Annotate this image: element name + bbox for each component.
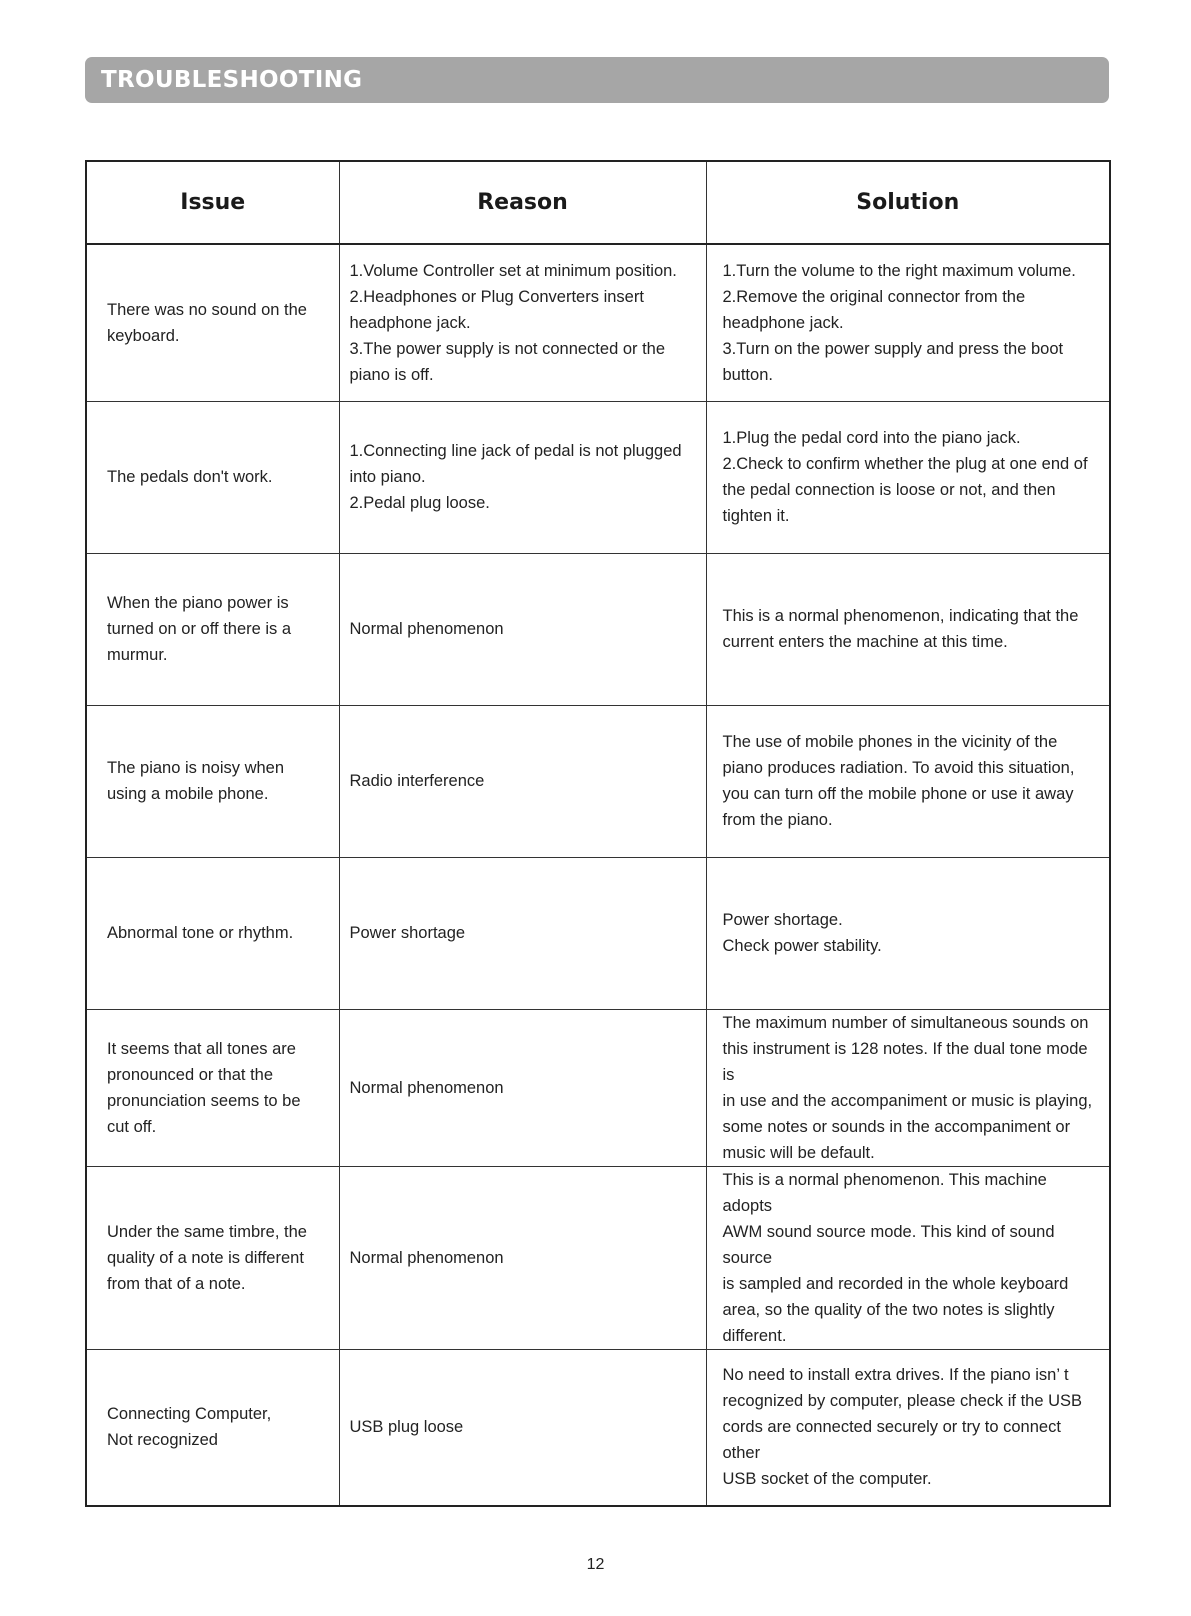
reason-cell: Radio interference (339, 705, 706, 857)
issue-cell: It seems that all tones are pronounced or that the pronunciation seems to be cut off. (86, 1009, 339, 1166)
table-row (86, 1349, 1110, 1506)
section-header-banner (85, 57, 1109, 103)
section-title: TROUBLESHOOTING (101, 67, 363, 93)
reason-cell: Power shortage (339, 857, 706, 1009)
table-row (86, 401, 1110, 553)
reason-cell: USB plug loose (339, 1349, 706, 1506)
column-header-issue: Issue (86, 161, 339, 244)
table-row (86, 857, 1110, 1009)
table-row (86, 705, 1110, 857)
reason-cell: 1.Volume Controller set at minimum position. 2.Headphones or Plug Converters insert headphone jack. 3.The power supply is not connected or the piano is off. (339, 244, 706, 401)
solution-cell: The use of mobile phones in the vicinity of the piano produces radiation. To avoid this situation, you can turn off the mobile phone or use it away from the piano. (706, 705, 1110, 857)
troubleshooting-table (85, 160, 1111, 1507)
reason-cell: Normal phenomenon (339, 1009, 706, 1166)
table-row (86, 244, 1110, 401)
table-row (86, 1009, 1110, 1166)
reason-cell: Normal phenomenon (339, 1166, 706, 1349)
solution-cell: Power shortage. Check power stability. (706, 857, 1110, 1009)
table-row (86, 1166, 1110, 1349)
issue-cell: Under the same timbre, the quality of a note is different from that of a note. (86, 1166, 339, 1349)
issue-cell: When the piano power is turned on or off there is a murmur. (86, 553, 339, 705)
reason-cell: Normal phenomenon (339, 553, 706, 705)
issue-cell: Connecting Computer, Not recognized (86, 1349, 339, 1506)
issue-cell: The pedals don't work. (86, 401, 339, 553)
column-header-reason: Reason (339, 161, 706, 244)
issue-cell: The piano is noisy when using a mobile phone. (86, 705, 339, 857)
column-header-solution: Solution (706, 161, 1110, 244)
table-row (86, 553, 1110, 705)
page-number: 12 (586, 1556, 605, 1573)
solution-cell: The maximum number of simultaneous sounds on this instrument is 128 notes. If the dual tone mode is in use and the accompaniment or music is playing, some notes or sounds in the accompaniment or music will be default. (706, 1009, 1110, 1166)
issue-cell: There was no sound on the keyboard. (86, 244, 339, 401)
reason-cell: 1.Connecting line jack of pedal is not plugged into piano. 2.Pedal plug loose. (339, 401, 706, 553)
solution-cell: 1.Turn the volume to the right maximum volume. 2.Remove the original connector from the headphone jack. 3.Turn on the power supply and press the boot button. (706, 244, 1110, 401)
table-header-row (86, 161, 1110, 244)
solution-cell: This is a normal phenomenon. This machine adopts AWM sound source mode. This kind of sound source is sampled and recorded in the whole keyboard area, so the quality of the two notes is slightly different. (706, 1166, 1110, 1349)
solution-cell: 1.Plug the pedal cord into the piano jack. 2.Check to confirm whether the plug at one end of the pedal connection is loose or not, and then tighten it. (706, 401, 1110, 553)
issue-cell: Abnormal tone or rhythm. (86, 857, 339, 1009)
solution-cell: This is a normal phenomenon, indicating that the current enters the machine at this time. (706, 553, 1110, 705)
solution-cell: No need to install extra drives. If the piano isn’ t recognized by computer, please check if the USB cords are connected securely or try to connect other USB socket of the computer. (706, 1349, 1110, 1506)
